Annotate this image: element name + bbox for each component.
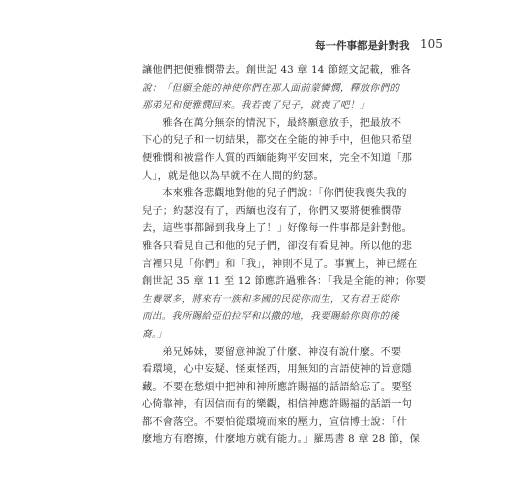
body-line: 雅各只看見自己和他的兒子們，卻沒有看見神。所以他的悲 [142,240,413,252]
body-line: 兒子；約瑟沒有了，西緬也沒有了，你們又要將便雅憫帶 [142,205,402,217]
body-line: 裔。」 [142,328,167,340]
body-line: 下心的兒子和一切結果，都交在全能的神手中，但他只希望 [142,135,413,147]
body-text [142,62,427,449]
body-line: 讓他們把便雅憫帶去。創世記 43 章 14 節經文記載，雅各 [142,65,412,76]
body-line: 本來雅各悲觀地對他的兒子們說：「你們使我喪失我的 [162,188,407,200]
body-line: 雅各在萬分無奈的情況下，最終願意放手，把最放不 [162,117,402,129]
body-line: 心倚靠神，有因信而有的樂觀，相信神應許賜福的話語一句 [142,399,413,411]
body-line: 去，這些事都歸到我身上了！」好像每一件事都是針對他。 [142,223,413,235]
running-header: 每一件事都是針對我 [315,40,410,52]
body-line: 麼地方有磨擦，什麼地方就有能力。」羅馬書 8 章 28 節，保 [142,434,420,446]
body-line: 藏。不要在愁煩中把神和神所應許賜福的話語給忘了。要堅 [142,381,413,393]
body-line: 弟兄姊妹，要留意神說了什麼、神沒有說什麼。不要 [162,346,402,358]
body-line: 而出。我所賜給亞伯拉罕和以撒的地，我要賜給你與你的後 [142,311,400,323]
body-line: 看環境，心中妄疑、怪東怪西，用無知的言語使神的旨意隱 [142,364,413,376]
body-line: 都不會落空。不要怕從環境而來的壓力，宣信博士說：「什 [142,416,407,428]
body-line: 那弟兄和便雅憫回來。我若喪了兒子，就喪了吧！」 [142,100,370,112]
body-line: 說：「但願全能的神使你們在那人面前蒙憐憫，釋放你們的 [142,82,400,94]
body-line: 創世記 35 章 11 至 12 節應許過雅各：「我是全能的神；你要 [142,276,427,288]
body-line: 便雅憫和被當作人質的西緬能夠平安回來，完全不知道「那 [142,152,413,164]
body-line: 言裡只見「你們」和「我」，神則不見了。事實上，神已經在 [142,258,418,270]
body-line: 人」，就是他以為早就不在人間的約瑟。 [142,170,324,182]
body-line: 生養眾多，將來有一族和多國的民從你而生，又有君王從你 [142,293,400,305]
page-number: 105 [420,37,443,51]
